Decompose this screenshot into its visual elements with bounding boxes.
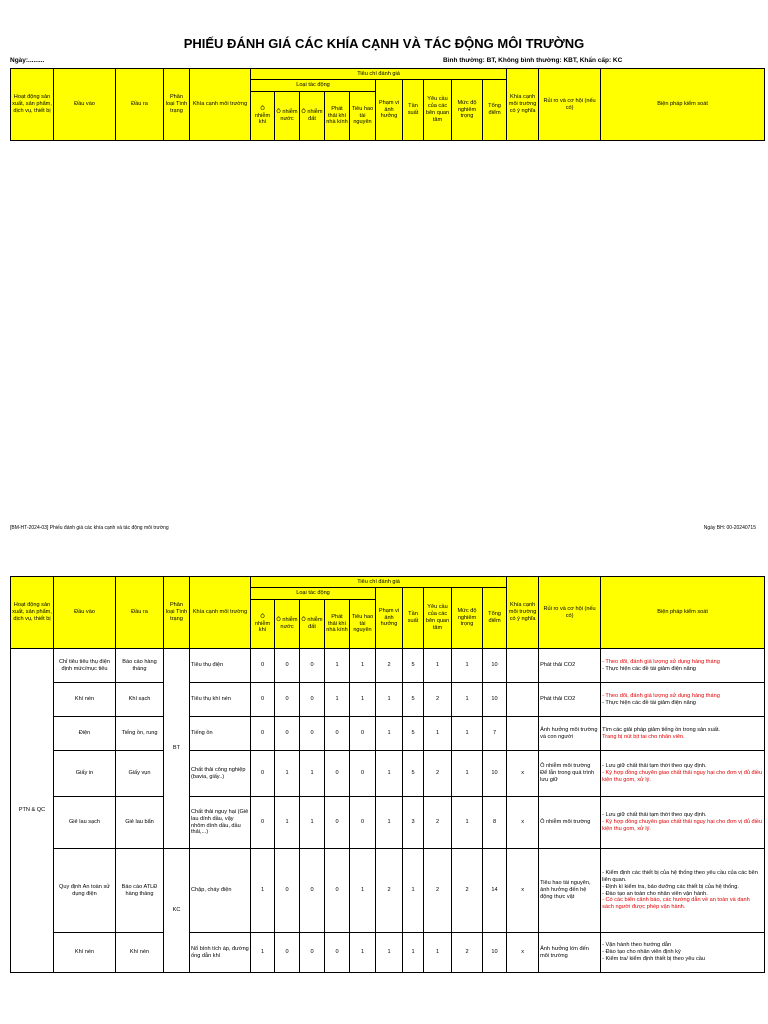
score-ghg: 1 [325, 649, 350, 683]
col-severity: Mức độ nghiêm trọng [452, 588, 483, 649]
score-resource: 1 [350, 849, 376, 933]
score-stakeholder: 2 [424, 849, 452, 933]
status-legend: Bình thường: BT, Không bình thường: KBT, Khẩn cấp: KC [443, 57, 623, 64]
score-scope: 1 [376, 797, 403, 849]
output-cell: Khí nén [116, 933, 164, 973]
score-total: 8 [483, 797, 507, 849]
score-scope: 1 [376, 717, 403, 751]
significant-mark [507, 717, 539, 751]
col-severity: Mức độ nghiêm trọng [452, 80, 483, 141]
col-stakeholder: Yêu cầu của các bên quan tâm [424, 80, 452, 141]
col-significant: Khía cạnh môi trường có ý nghĩa [507, 577, 539, 649]
col-total: Tổng điểm [483, 588, 507, 649]
score-frequency: 5 [403, 751, 424, 797]
score-ghg: 0 [325, 797, 350, 849]
score-soil: 0 [300, 683, 325, 717]
score-air: 1 [251, 849, 275, 933]
input-cell: Giấy in [54, 751, 116, 797]
col-air: Ô nhiễm khí [251, 600, 275, 649]
control-line: - Định kì kiểm tra, bảo dưỡng các thiết bị của hệ thống. [602, 883, 739, 890]
score-ghg: 0 [325, 849, 350, 933]
score-resource: 0 [350, 717, 376, 751]
score-severity: 1 [452, 683, 483, 717]
output-cell: Giẻ lau bẩn [116, 797, 164, 849]
score-resource: 0 [350, 751, 376, 797]
control-cell [601, 683, 765, 717]
significant-mark: x [507, 849, 539, 933]
control-cell [601, 933, 765, 973]
status-cell: BT [164, 649, 190, 849]
col-input: Đầu vào [54, 69, 116, 141]
table-row [11, 683, 765, 717]
risk-cell: Ô nhiễm môi trường Để lẫn trong quá trình lưu giữ [539, 751, 601, 797]
col-total: Tổng điểm [483, 80, 507, 141]
score-total: 7 [483, 717, 507, 751]
col-output: Đầu ra [116, 69, 164, 141]
table-row [11, 797, 765, 849]
score-stakeholder: 1 [424, 717, 452, 751]
score-stakeholder: 2 [424, 797, 452, 849]
table-row [11, 849, 765, 933]
score-ghg: 0 [325, 933, 350, 973]
risk-cell: Ảnh hưởng môi trường và con người [539, 717, 601, 751]
control-line: Tìm các giải pháp giảm tiếng ồn trong sản xuất. [602, 726, 720, 733]
col-frequency: Tần suất [403, 80, 424, 141]
aspect-cell: Chất thải công nghiệp (bavia, giấy..) [190, 751, 251, 797]
page-title: PHIẾU ĐÁNH GIÁ CÁC KHÍA CẠNH VÀ TÁC ĐỘNG MÔI TRƯỜNG [183, 36, 585, 51]
control-line: - Ký hợp đồng chuyên giao chất thải nguy hại cho đơn vị đủ điều kiện thu gom, xử lý. [602, 819, 763, 832]
col-activity: Hoạt động sản xuất, sản phẩm, dịch vụ, thiết bị [11, 577, 54, 649]
score-resource: 1 [350, 649, 376, 683]
col-risk: Rủi ro và cơ hội (nếu có) [539, 69, 601, 141]
risk-cell: Phát thải CO2 [539, 683, 601, 717]
header-table-page-1 [10, 68, 765, 141]
risk-cell: Phát thải CO2 [539, 649, 601, 683]
score-frequency: 1 [403, 933, 424, 973]
col-output: Đầu ra [116, 577, 164, 649]
risk-cell: Tiêu hao tài nguyên, ảnh hưởng đến hệ động thực vật [539, 849, 601, 933]
score-stakeholder: 1 [424, 649, 452, 683]
score-total: 10 [483, 751, 507, 797]
score-severity: 2 [452, 849, 483, 933]
score-severity: 1 [452, 797, 483, 849]
input-cell: Chỉ tiêu tiêu thụ điện định mức/mục tiêu [54, 649, 116, 683]
score-air: 0 [251, 717, 275, 751]
score-ghg: 1 [325, 683, 350, 717]
score-water: 0 [275, 849, 300, 933]
col-input: Đầu vào [54, 577, 116, 649]
significant-mark: x [507, 933, 539, 973]
control-cell [601, 751, 765, 797]
aspect-cell: Chất thải nguy hại (Giẻ lau dính dầu, vậy nhôm dính dầu, dầu thải,...) [190, 797, 251, 849]
significant-mark: x [507, 751, 539, 797]
col-impact-type: Loại tác động [251, 80, 376, 92]
col-ghg: Phát thải khí nhà kính [325, 600, 350, 649]
col-ghg: Phát thải khí nhà kính [325, 92, 350, 141]
col-aspect: Khía cạnh môi trường [190, 69, 251, 141]
score-frequency: 5 [403, 683, 424, 717]
score-scope: 1 [376, 751, 403, 797]
control-line: - Theo dõi, đánh giá lượng sử dụng hàng tháng [602, 658, 720, 665]
significant-mark: x [507, 797, 539, 849]
control-line: - Thực hiện các đề tài giảm điện năng [602, 699, 696, 706]
control-line: - Ký hợp đồng chuyên giao chất thải nguy hại cho đơn vị đủ điều kiện thu gom, xử lý. [602, 770, 763, 783]
significant-mark [507, 649, 539, 683]
score-ghg: 0 [325, 751, 350, 797]
score-scope: 1 [376, 683, 403, 717]
col-aspect: Khía cạnh môi trường [190, 577, 251, 649]
input-cell: Quy định An toàn sử dụng điện [54, 849, 116, 933]
score-water: 1 [275, 797, 300, 849]
score-water: 0 [275, 933, 300, 973]
table-row [11, 751, 765, 797]
control-line: - Thực hiện các đề tài giảm điện năng [602, 665, 696, 672]
col-scope: Phạm vi ảnh hưởng [376, 80, 403, 141]
score-soil: 0 [300, 933, 325, 973]
assessment-table [10, 576, 765, 973]
score-total: 10 [483, 933, 507, 973]
col-soil: Ô nhiễm đất [300, 92, 325, 141]
aspect-cell: Chập, cháy điện [190, 849, 251, 933]
aspect-cell: Nổ bình tích áp, đường ống dẫn khí [190, 933, 251, 973]
control-line: - Lưu giữ chất thải tạm thời theo quy định. [602, 763, 707, 770]
activity-cell: PTN & QC [11, 649, 54, 973]
score-severity: 1 [452, 717, 483, 751]
col-frequency: Tần suất [403, 588, 424, 649]
score-soil: 1 [300, 797, 325, 849]
table-row [11, 717, 765, 751]
score-severity: 1 [452, 751, 483, 797]
control-line: - Đào tạo an toàn cho nhân viên vận hành. [602, 890, 708, 897]
score-scope: 1 [376, 933, 403, 973]
score-soil: 0 [300, 849, 325, 933]
table-row [11, 933, 765, 973]
control-line: - Vận hành theo hướng dẫn [602, 942, 672, 949]
col-stakeholder: Yêu cầu của các bên quan tâm [424, 588, 452, 649]
col-criteria: Tiêu chí đánh giá [251, 69, 507, 80]
control-cell [601, 849, 765, 933]
control-cell [601, 797, 765, 849]
col-control: Biện pháp kiểm soát [601, 69, 765, 141]
significant-mark [507, 683, 539, 717]
table-row [11, 649, 765, 683]
score-total: 10 [483, 649, 507, 683]
input-cell: Giẻ lau sạch [54, 797, 116, 849]
score-water: 0 [275, 717, 300, 751]
control-line: - Đào tạo cho nhân viên định kỳ [602, 949, 681, 955]
col-resource: Tiêu hao tài nguyên [350, 600, 376, 649]
col-soil: Ô nhiễm đất [300, 600, 325, 649]
score-ghg: 0 [325, 717, 350, 751]
score-stakeholder: 1 [424, 933, 452, 973]
control-line: - Có các biển cảnh báo, các hướng dẫn về an toàn và danh sách người được phép vận hành. [602, 897, 750, 911]
score-air: 0 [251, 649, 275, 683]
col-classification: Phân loại Tình trạng [164, 69, 190, 141]
output-cell: Giấy vụn [116, 751, 164, 797]
col-risk: Rủi ro và cơ hội (nếu có) [539, 577, 601, 649]
output-cell: Khí sạch [116, 683, 164, 717]
score-frequency: 3 [403, 797, 424, 849]
score-total: 14 [483, 849, 507, 933]
input-cell: Điện [54, 717, 116, 751]
score-air: 0 [251, 797, 275, 849]
control-cell [601, 717, 765, 751]
col-water: Ô nhiễm nước [275, 600, 300, 649]
control-line: - Lưu giữ chất thải tạm thời theo quy định. [602, 812, 707, 819]
score-severity: 1 [452, 649, 483, 683]
score-scope: 2 [376, 649, 403, 683]
score-soil: 0 [300, 649, 325, 683]
input-cell: Khí nén [54, 683, 116, 717]
output-cell: Tiếng ồn, rung [116, 717, 164, 751]
score-soil: 0 [300, 717, 325, 751]
col-criteria: Tiêu chí đánh giá [251, 577, 507, 588]
status-cell: KC [164, 849, 190, 973]
aspect-cell: Tiêu thụ khí nén [190, 683, 251, 717]
control-line: - Kiểm định các thiết bị của hệ thống theo yêu cầu của các bên liên quan. [602, 869, 758, 883]
input-cell: Khí nén [54, 933, 116, 973]
aspect-cell: Tiêu thụ điện [190, 649, 251, 683]
score-soil: 1 [300, 751, 325, 797]
col-classification: Phân loại Tình trạng [164, 577, 190, 649]
score-air: 1 [251, 933, 275, 973]
score-frequency: 5 [403, 717, 424, 751]
control-cell [601, 649, 765, 683]
output-cell: Báo cáo hàng tháng [116, 649, 164, 683]
col-air: Ô nhiễm khí [251, 92, 275, 141]
score-air: 0 [251, 751, 275, 797]
col-water: Ô nhiễm nước [275, 92, 300, 141]
col-activity: Hoạt động sản xuất, sản phẩm, dịch vụ, thiết bị [11, 69, 54, 141]
control-line: - Theo dõi, đánh giá lượng sử dụng hàng tháng [602, 692, 720, 699]
score-total: 10 [483, 683, 507, 717]
date-label: Ngày:......... [10, 57, 45, 64]
score-stakeholder: 2 [424, 751, 452, 797]
score-frequency: 1 [403, 849, 424, 933]
score-water: 0 [275, 649, 300, 683]
col-significant: Khía cạnh môi trường có ý nghĩa [507, 69, 539, 141]
col-resource: Tiêu hao tài nguyên [350, 92, 376, 141]
score-water: 1 [275, 751, 300, 797]
risk-cell: Ảnh hưởng lớn đến môi trường [539, 933, 601, 973]
score-stakeholder: 2 [424, 683, 452, 717]
aspect-cell: Tiếng ồn [190, 717, 251, 751]
control-line: - Kiểm tra/ kiểm định thiết bị theo yêu cầu [602, 955, 706, 962]
score-air: 0 [251, 683, 275, 717]
score-water: 0 [275, 683, 300, 717]
col-control: Biện pháp kiểm soát [601, 577, 765, 649]
score-scope: 2 [376, 849, 403, 933]
risk-cell: Ô nhiễm môi trường [539, 797, 601, 849]
control-line: Trang bị nút bịt tai cho nhân viên. [602, 733, 685, 740]
footer-issue-date: Ngày BH: 00-20240715 [703, 525, 756, 531]
score-severity: 2 [452, 933, 483, 973]
score-resource: 1 [350, 933, 376, 973]
score-resource: 1 [350, 683, 376, 717]
score-frequency: 5 [403, 649, 424, 683]
col-scope: Phạm vi ảnh hưởng [376, 588, 403, 649]
output-cell: Báo cáo ATLĐ hàng tháng [116, 849, 164, 933]
score-resource: 0 [350, 797, 376, 849]
footer-doc-code: [BM-HT-2024-03] Phiếu đánh giá các khía cạnh và tác động môi trường [10, 525, 169, 531]
col-impact-type: Loại tác động [251, 588, 376, 600]
